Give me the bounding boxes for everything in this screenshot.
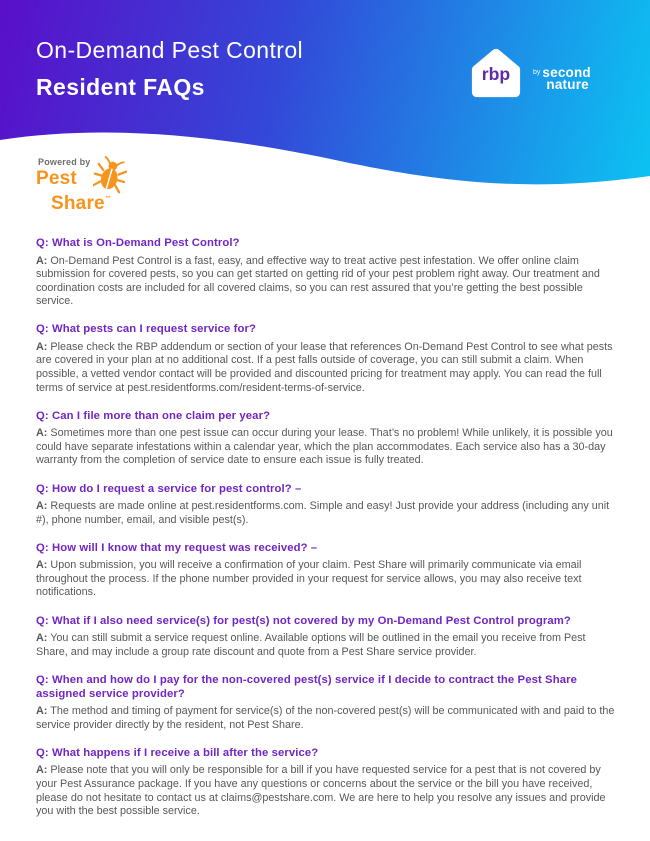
beetle-icon — [93, 156, 127, 196]
faq-question: Q: What happens if I receive a bill after the service? — [36, 746, 319, 759]
pest-share-wordmark — [36, 169, 146, 214]
second-nature-line2: nature — [546, 76, 589, 92]
faq-item — [36, 614, 616, 660]
trademark-symbol: ™ — [104, 196, 112, 202]
rbp-second-nature-logo — [466, 43, 591, 103]
faq-item — [36, 322, 616, 395]
faq-question: Q: How do I request a service for pest control? – — [36, 482, 302, 495]
by-label: by — [533, 69, 541, 76]
faq-item — [36, 482, 616, 528]
page-title — [36, 37, 303, 101]
faq-question: Q: When and how do I pay for the non-covered pest(s) service if I decide to contract the Pest Share assigned service provider? — [36, 673, 577, 700]
second-nature-line1: second — [542, 65, 591, 80]
page-title-line2: Resident FAQs — [36, 74, 205, 100]
faq-question: Q: Can I file more than one claim per year? — [36, 409, 271, 422]
faq-answer: A: Please check the RBP addendum or section of your lease that references On-Demand Pest Control to see what pests are covered in your plan at no additional cost. If a pest falls outside of coverage, you can still submit a claim. When possible, a vetted vendor contact will be provided and discounted pricing for treatment may apply. You can read the full terms of service at pest.residentforms.com/resident-terms-of-service. — [36, 340, 613, 394]
faq-list — [0, 232, 650, 819]
faq-item — [36, 541, 616, 600]
hero-header — [0, 0, 650, 232]
faq-question: Q: What is On-Demand Pest Control? — [36, 237, 240, 249]
faq-item — [36, 236, 616, 309]
faq-answer: A: Requests are made online at pest.residentforms.com. Simple and easy! Just provide your address (including any unit #), phone number, email, and visible pest(s). — [36, 500, 610, 526]
faq-question: Q: How will I know that my request was received? – — [36, 541, 318, 554]
faq-item — [36, 673, 616, 733]
second-nature-wordmark — [533, 56, 591, 90]
pest-share-logo — [36, 157, 146, 214]
page-title-line1: On-Demand Pest Control — [36, 37, 304, 63]
faq-item — [36, 409, 616, 468]
powered-by-label: Powered by — [38, 157, 91, 167]
faq-answer: A: You can still submit a service request online. Available options will be outlined in the email you receive from Pest Share, and may include a group rate discount and quote from a Pest Share service provider. — [36, 632, 586, 658]
faq-question: Q: What if I also need service(s) for pest(s) not covered by my On-Demand Pest Control program? — [36, 614, 571, 627]
faq-answer: A: Upon submission, you will receive a confirmation of your claim. Pest Share will primarily communicate via email throughout the process. If the phone number provided in your request for service allows, you may also receive text notifications. — [36, 559, 582, 599]
faq-question: Q: What pests can I request service for? — [36, 323, 256, 336]
rbp-logo-icon — [466, 43, 526, 103]
faq-answer: A: Please note that you will only be responsible for a bill if you have requested service for a pest that is not covered by your Pest Assurance package. If you have any questions or concerns about the service or the bill you have received, please do not hesitate to contact us at claims@pestshare.com. We are here to help you resolve any issues and provide you with the best possible service. — [36, 764, 606, 818]
faq-answer: A: The method and timing of payment for service(s) of the non-covered pest(s) will be communicated with and paid to the service provider directly by the resident, not Pest Share. — [36, 705, 615, 731]
pest-share-line2: Share — [51, 193, 105, 214]
faq-answer: A: Sometimes more than one pest issue can occur during your lease. That’s no problem! While unlikely, it is possible you could have separate infestations within a calendar year, which the plan accommodates. Each service also has a 30-day warranty from the completion of service date to ensure each issue is fully treated. — [36, 427, 613, 467]
pest-share-line1: Pest — [36, 168, 77, 189]
rbp-logo-text: rbp — [481, 63, 511, 84]
faq-item — [36, 746, 616, 819]
faq-answer: A: On-Demand Pest Control is a fast, easy, and effective way to treat active pest infestation. We offer online claim submission for covered pests, so you can get started on getting rid of your pest problem right away. Our treatment and coordination costs are included for all covered claims, so you can rest assured that you’re getting the best possible service. — [36, 254, 600, 308]
